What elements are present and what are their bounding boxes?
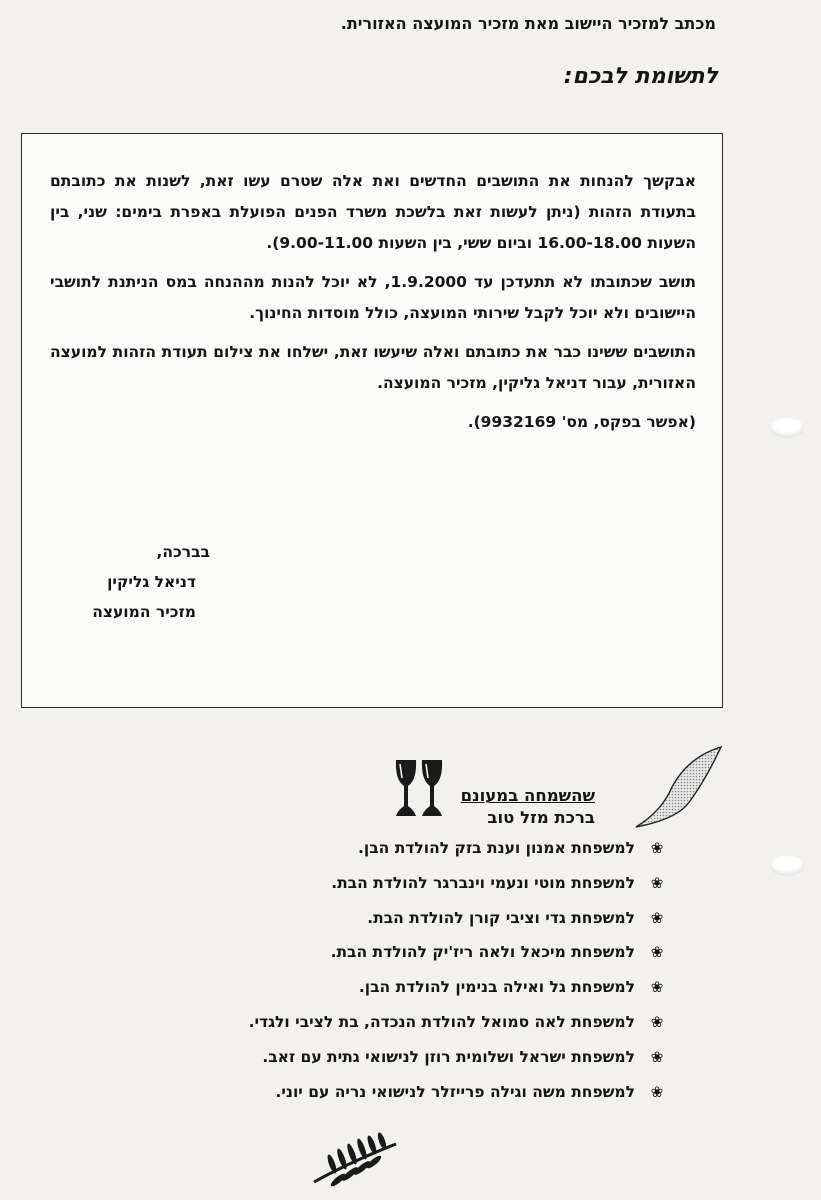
wine-goblets-icon — [392, 758, 446, 822]
wish-text: למשפחת משה וגילה פרייזלר לנישואי נריה עם יוני. — [275, 1082, 635, 1101]
flower-bullet-icon: ❀ — [650, 839, 664, 857]
attention-heading: לתשומת לבכם: — [563, 64, 718, 89]
celebrations-subtitle: ברכת מזל טוב — [487, 808, 595, 827]
list-item — [111, 904, 671, 939]
notice-paragraph: (אפשר בפקס, מס' 9932169). — [467, 413, 696, 431]
list-item — [111, 973, 671, 1008]
list-item — [111, 834, 671, 869]
list-item — [111, 869, 671, 904]
notice-paragraph: תושב שכתובתו לא תתעדכן עד 1.9.2000, לא יוכל להנות מההנחה במס הניתנת לתושבי היישובים ולא יוכל לקבל שירותי המועצה, כולל מוסדות החינוך. — [50, 273, 696, 322]
wish-text: למשפחת ישראל ושלומית רוזן לנישואי גתית עם זאב. — [262, 1047, 635, 1066]
notice-paragraph: אבקשך להנחות את התושבים החדשים ואת אלה שטרם עשו זאת, לשנות את כתובתם בתעודת הזהות (ניתן לעשות זאת בלשכת משרד הפנים הפועלת באפרת בימים: שני, בין השעות 16.00-18.00 וביום ששי, בין השעות 9.00-11.00). — [50, 172, 696, 252]
list-item — [111, 1078, 671, 1113]
list-item — [111, 1043, 671, 1078]
binder-hole — [770, 856, 804, 876]
flower-bullet-icon: ❀ — [650, 873, 664, 892]
wish-text: למשפחת לאה סמואל להולדת הנכדה, בת לציבי ולגדי. — [248, 1012, 635, 1031]
list-item — [111, 938, 671, 973]
intro-line: מכתב למזכיר היישוב מאת מזכיר המועצה האזורית. — [340, 14, 716, 33]
wish-text: למשפחת מוטי ונעמי וינברגר להולדת הבת. — [331, 873, 635, 892]
flower-bullet-icon: ❀ — [650, 1082, 664, 1101]
list-item — [111, 1008, 671, 1043]
wish-text: למשפחת מיכאל ולאה ריז'יק להולדת הבת. — [330, 943, 635, 962]
wish-text: למשפחת גל ואילה בנימין להולדת הבן. — [358, 978, 635, 997]
wish-text: למשפחת אמנון וענת בזק להולדת הבן. — [358, 839, 635, 857]
signature-block — [40, 537, 280, 627]
notice-paragraph: התושבים ששינו כבר את כתובתם ואלה שיעשו זאת, ישלחו את צילום תעודת הזהות למועצה האזורית, עבור דניאל גליקין, מזכיר המועצה. — [50, 343, 696, 392]
celebrations-title: שהשמחה במעונם — [460, 786, 595, 805]
signature-greeting: בברכה, — [156, 543, 210, 561]
wish-text: למשפחת גדי וציבי קורן להולדת הבת. — [367, 908, 635, 927]
flower-bullet-icon: ❀ — [650, 943, 664, 962]
flower-bullet-icon: ❀ — [650, 908, 664, 927]
page-curl-icon — [626, 739, 726, 829]
signature-name: דניאל גליקין — [107, 573, 196, 591]
congratulations-list — [111, 834, 671, 1112]
notice-body — [50, 166, 696, 446]
signature-role: מזכיר המועצה — [92, 603, 196, 621]
binder-hole — [770, 418, 804, 438]
olive-branch-icon — [310, 1124, 400, 1190]
flower-bullet-icon: ❀ — [650, 1047, 664, 1066]
flower-bullet-icon: ❀ — [650, 1012, 664, 1031]
flower-bullet-icon: ❀ — [650, 978, 664, 997]
